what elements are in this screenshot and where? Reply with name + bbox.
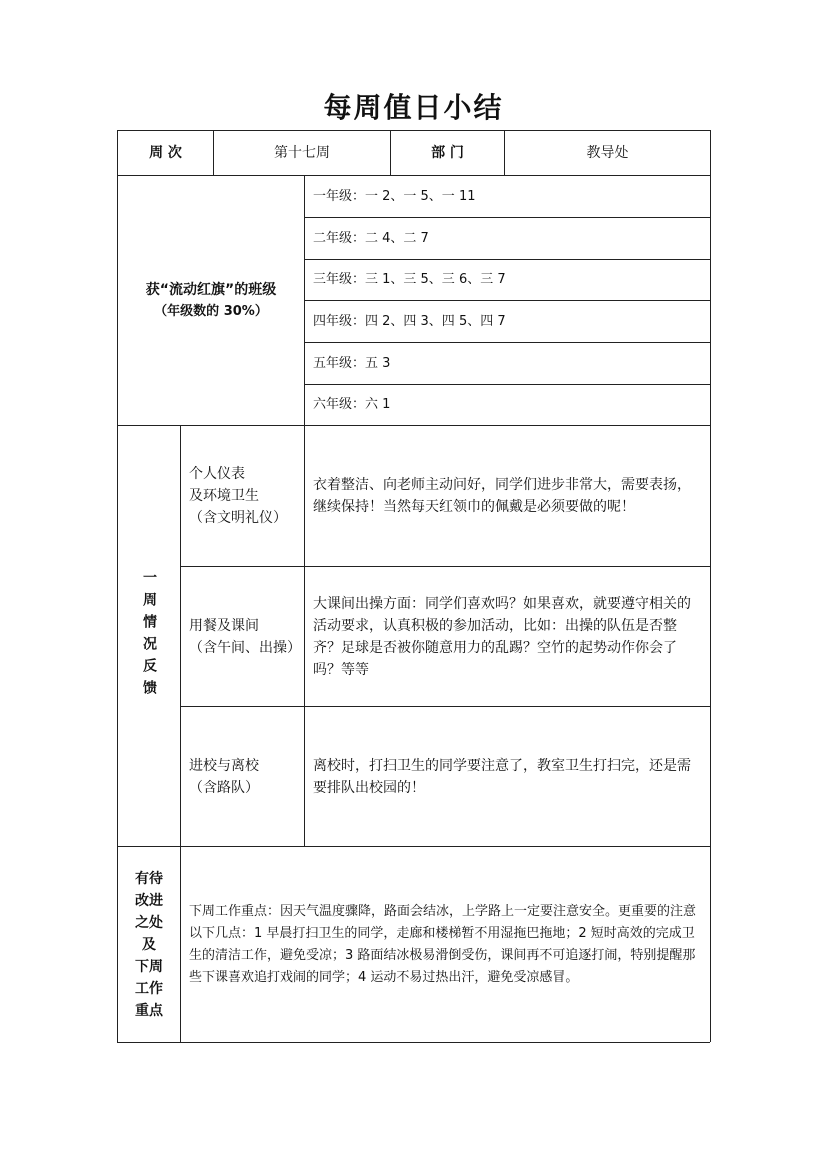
- grade-row-2: 二年级：二 4、二 7: [313, 230, 429, 246]
- red-flag-label-line2: （年级数的 30%）: [154, 303, 268, 319]
- dept-label: 部 门: [431, 145, 464, 161]
- grade-row-4: 四年级：四 2、四 3、四 5、四 7: [313, 313, 506, 329]
- feedback-section-label: [118, 426, 180, 846]
- feedback-section-label-text: 一周情况反馈: [141, 570, 157, 702]
- feedback-content-2: 大课间出操方面：同学们喜欢吗？如果喜欢，就要遵守相关的活动要求，认真积极的参加活动，比如：出操的队伍是否整齐？足球是否被你随意用力的乱踢？空竹的起势动作你会了吗？等等: [313, 595, 691, 678]
- page-title: 每周值日小结: [323, 91, 504, 124]
- feedback-content-3: 离校时，打扫卫生的同学要注意了，教室卫生打扫完，还是需要排队出校园的！: [313, 757, 691, 796]
- feedback-category-2: 用餐及课间 （含午间、出操）: [189, 617, 301, 656]
- grade-row-5: 五年级：五 3: [313, 355, 391, 371]
- dept-value: 教导处: [586, 145, 629, 161]
- red-flag-label-line1: 获“流动红旗”的班级: [145, 281, 277, 298]
- week-label: 周 次: [149, 145, 182, 161]
- week-value: 第十七周: [274, 145, 330, 161]
- feedback-category-1: 个人仪表 及环境卫生 （含文明礼仪）: [189, 466, 287, 526]
- red-flag-label: [118, 176, 304, 425]
- grade-row-1: 一年级：一 2、一 5、一 11: [313, 188, 476, 204]
- feedback-content-1: 衣着整洁、向老师主动问好，同学们进步非常大，需要表扬，继续保持！当然每天红领巾的佩戴是必须要做的呢！: [313, 477, 691, 515]
- grade-row-6: 六年级：六 1: [313, 397, 391, 412]
- improve-content: 下周工作重点：因天气温度骤降，路面会结冰，上学路上一定要注意安全。更重要的注意以下几点：1 早晨打扫卫生的同学，走廊和楼梯暂不用湿拖巴拖地；2 短时高效的完成卫生的清洁工作，避免受凉；3 路面结冰极易滑倒受伤，课间再不可追逐打闹，特别提醒那些下课喜欢追打戏闹的同学；4 运动不易过热出汗，避免受凉感冒。: [189, 903, 697, 985]
- improve-label: 有待 改进 之处 及 下周 工作 重点: [135, 870, 163, 1019]
- feedback-category-3: 进校与离校 （含路队）: [189, 757, 259, 796]
- grade-row-3: 三年级：三 1、三 5、三 6、三 7: [313, 272, 506, 287]
